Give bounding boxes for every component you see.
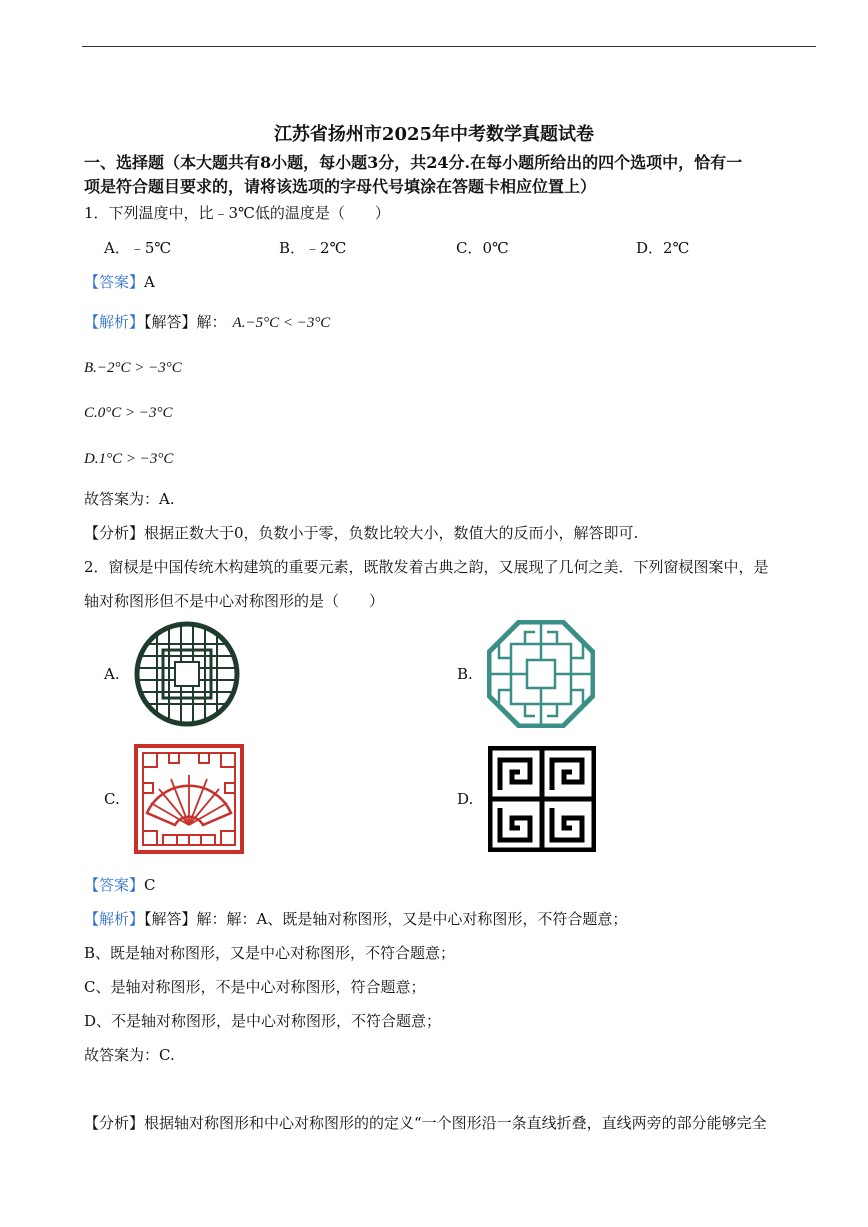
window-lattice-octagon-icon: [487, 620, 595, 728]
q2-analysis-line-d: D、不是轴对称图形，是中心对称图形，不符合题意；: [84, 1012, 442, 1030]
section-heading-line1: 一、选择题（本大题共有8小题，每小题3分，共24分.在每小题所给出的四个选项中，恰有一: [84, 153, 743, 172]
q2-label-c: C.: [104, 790, 120, 808]
q2-stem-line2: 轴对称图形但不是中心对称图形的是（ ）: [84, 592, 385, 610]
q1-option-a: A．﹣5℃: [104, 239, 172, 257]
q2-answer-row: [84, 875, 156, 895]
q1-option-b: B．﹣2℃: [279, 239, 347, 257]
q1-conclusion: 故答案为：A.: [84, 490, 175, 508]
window-lattice-meander-icon: [488, 746, 596, 852]
q2-analysis-line-c: C、是轴对称图形，不是中心对称图形，符合题意；: [84, 978, 426, 996]
q1-math-d: D.1°C > −3°C: [84, 451, 174, 467]
window-lattice-round-icon: [133, 620, 241, 728]
q1-stem: 1．下列温度中，比﹣3℃低的温度是（ ）: [84, 204, 390, 222]
q1-math-a: A.−5°C < −3°C: [232, 315, 331, 331]
page-title: 江苏省扬州市2025年中考数学真题试卷: [273, 124, 595, 145]
q2-analysis2: 【分析】根据轴对称图形和中心对称图形的的定义“一个图形沿一条直线折叠，直线两旁的部分能够完全: [84, 1114, 767, 1132]
q2-label-a: A.: [104, 665, 120, 683]
q1-analysis-tag: 【解析】: [84, 313, 145, 331]
q2-conclusion: 故答案为：C.: [84, 1046, 175, 1064]
q1-answer-row: [84, 272, 155, 292]
q2-label-b: B.: [457, 665, 473, 683]
q1-math-b: B.−2°C > −3°C: [84, 360, 182, 376]
q1-analysis2: 【分析】根据正数大于0，负数小于零，负数比较大小，数值大的反而小，解答即可.: [84, 524, 639, 542]
top-rule: [82, 46, 816, 47]
q1-analysis-row: [84, 312, 330, 333]
q1-analysis-head: 【解答】解：: [144, 313, 227, 331]
q2-label-d: D.: [457, 790, 474, 808]
q1-option-d: D．2℃: [636, 239, 690, 257]
q1-answer-tag: 【答案】: [84, 273, 145, 291]
q2-stem-line1: 2．窗棂是中国传统木构建筑的重要元素，既散发着古典之韵，又展现了几何之美．下列窗棂图案中，是: [84, 558, 769, 576]
q2-answer: C: [144, 876, 156, 894]
q2-analysis-line1: 【解答】解：解：A、既是轴对称图形，又是中心对称图形，不符合题意；: [144, 910, 628, 928]
q2-analysis-line-b: B、既是轴对称图形，又是中心对称图形，不符合题意；: [84, 944, 456, 962]
q1-answer: A: [144, 273, 155, 291]
window-lattice-fan-icon: [133, 743, 245, 855]
q1-option-c: C．0℃: [456, 239, 509, 257]
q1-math-c: C.0°C > −3°C: [84, 405, 173, 421]
q2-analysis-row: [84, 909, 627, 929]
section-heading-line2: 项是符合题目要求的，请将该选项的字母代号填涂在答题卡相应位置上）: [84, 177, 597, 196]
q2-answer-tag: 【答案】: [84, 876, 145, 894]
q2-analysis-tag: 【解析】: [84, 910, 145, 928]
